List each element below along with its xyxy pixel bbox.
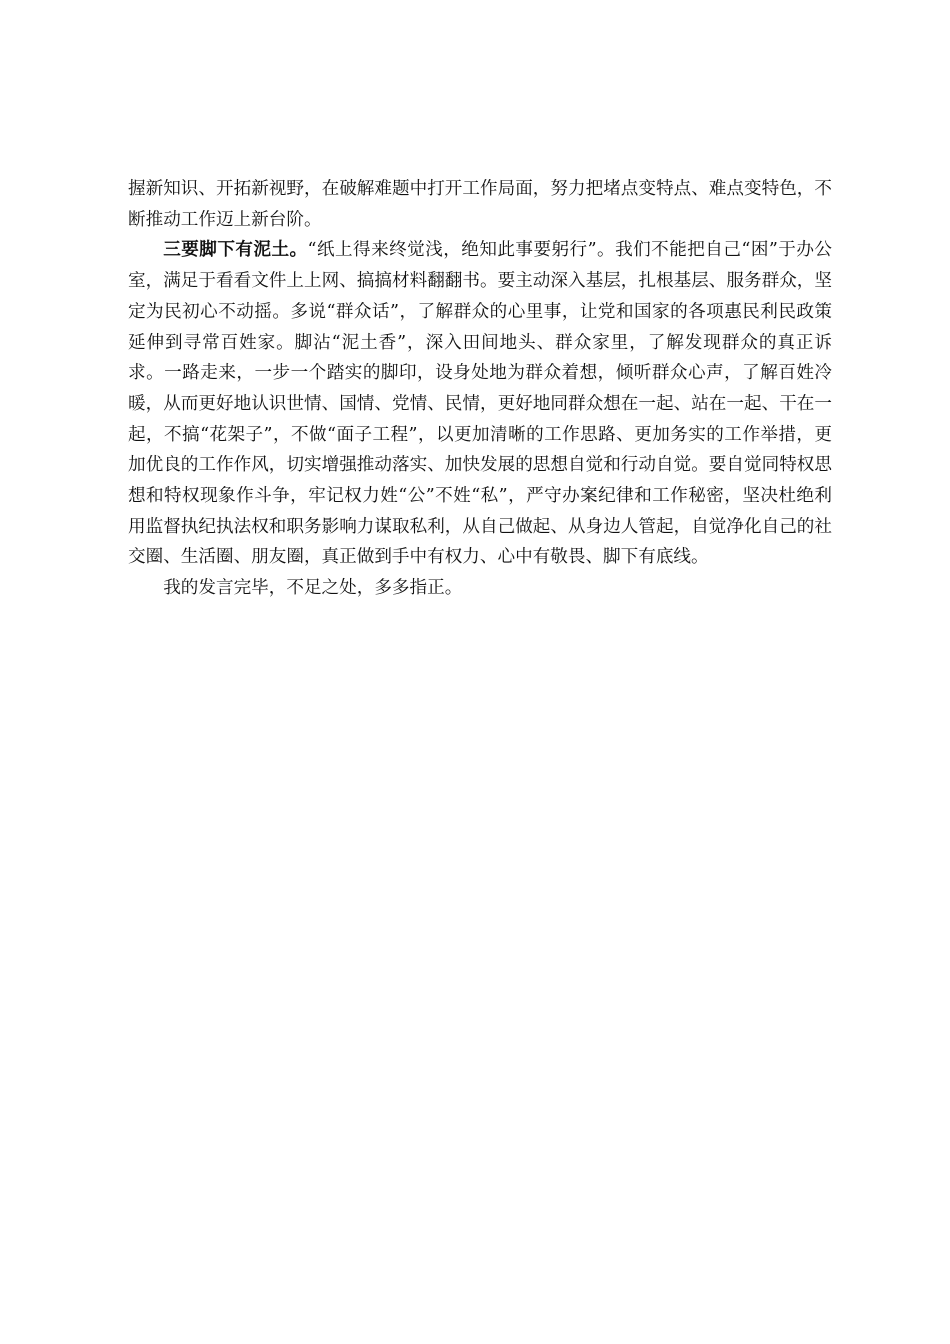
paragraph-closing [128,573,832,604]
paragraph-continuation [128,174,832,235]
paragraph-text: 我的发言完毕，不足之处，多多指正。 [163,578,463,599]
paragraph-text: 握新知识、开拓新视野，在破解难题中打开工作局面，努力把堵点变特点、难点变特色，不断推动工作迈上新台阶。 [128,179,832,230]
paragraph-text: “纸上得来终觉浅，绝知此事要躬行”。我们不能把自己“困”于办公室，满足于看看文件上上网、搞搞材料翻翻书。要主动深入基层，扎根基层、服务群众，坚定为民初心不动摇。多说“群众话”，了解群众的心里事，让党和国家的各项惠民利民政策延伸到寻常百姓家。脚沾“泥土香”，深入田间地头、群众家里，了解发现群众的真正诉求。一路走来，一步一个踏实的脚印，设身处地为群众着想，倾听群众心声，了解百姓冷暖，从而更好地认识世情、国情、党情、民情，更好地同群众想在一起、站在一起、干在一起，不搞“花架子”，不做“面子工程”，以更加清晰的工作思路、更加务实的工作举措，更加优良的工作作风，切实增强推动落实、加快发展的思想自觉和行动自觉。要自觉同特权思想和特权现象作斗争，牢记权力姓“公”不姓“私”，严守办案纪律和工作秘密，坚决杜绝利用监督执纪执法权和职务影响力谋取私利，从自己做起、从身边人管起，自觉净化自己的社交圈、生活圈、朋友圈，真正做到手中有权力、心中有敬畏、脚下有底线。 [128,240,832,568]
paragraph-lead-heading: 三要脚下有泥土。 [163,239,308,261]
paragraph-point-three [128,235,832,573]
document-body [128,174,832,604]
